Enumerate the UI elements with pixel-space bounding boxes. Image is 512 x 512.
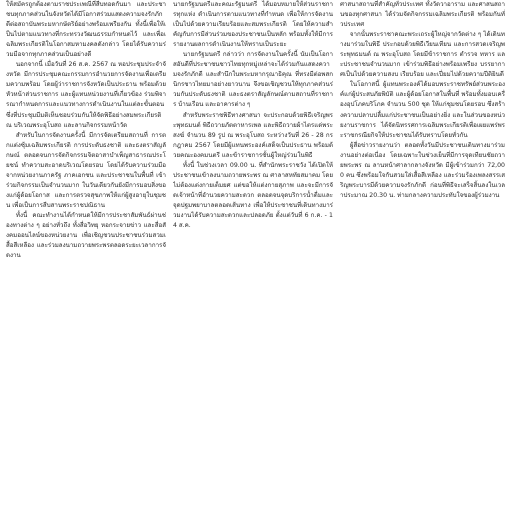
paragraph: นอกจากนี้ เมื่อวันที่ 26 ส.ค. 2567 ณ หอประชุมประจำจังหวัด มีการประชุมคณะกรรมการอำนวยการจัดงานเพื่อเตรียมความพร้อม โดยผู้ว่าราชการจังหวัดเป็นประธาน พร้อมด้วยหัวหน้าส่วนราชการ และผู้แทนหน่วยงานที่เกี่ยวข้อง ร่วมพิจารณากำหนดการและแนวทางการดำเนินงานในแต่ละขั้นตอน ซึ่งที่ประชุมมีมติเห็นชอบร่วมกันให้จัดพิธีอย่างสมพระเกียรติ ณ บริเวณพระอุโบสถ และลานกิจกรรมหน้าวัด <box>6 61 166 129</box>
text-column-2 <box>173 0 333 512</box>
paragraph: ศาสนาสถานที่สำคัญทั่วประเทศ ทั้งวัดวาอาราม และศาสนสถานของทุกศาสนา ได้ร่วมจัดกิจกรรมเฉลิมพระเกียรติ พร้อมกันทั่วประเทศ <box>340 1 505 29</box>
paragraph: สำหรับพระราชพิธีทางศาสนา จะประกอบด้วยพิธีเจริญพระพุทธมนต์ พิธีถวายภัตตาหารเพล และพิธีถวายผ้าไตรแด่พระสงฆ์ จำนวน 89 รูป ณ พระอุโบสถ ระหว่างวันที่ 26 - 28 กรกฎาคม 2567 โดยมีผู้แทนพระองค์เสด็จเป็นประธาน พร้อมด้วยคณะองคมนตรี และข้าราชการชั้นผู้ใหญ่ร่วมในพิธี <box>173 111 333 159</box>
paragraph: ในโอกาสนี้ ผู้แทนพระองค์ได้มอบพระราชทรัพย์ส่วนพระองค์แก่ผู้ประสบภัยพิบัติ และผู้ด้อยโอกาสในพื้นที่ พร้อมทั้งมอบเครื่องอุปโภคบริโภค จำนวน 500 ชุด ให้แก่ชุมชนโดยรอบ ซึ่งสร้างความปลาบปลื้มแก่ประชาชนเป็นอย่างยิ่ง และในส่วนของหน่วยงานราชการ ได้จัดนิทรรศการเฉลิมพระเกียรติเพื่อเผยแพร่พระราชกรณียกิจให้ประชาชนได้รับทราบโดยทั่วกัน <box>340 81 505 139</box>
paragraph: จากนั้นพระราชาคณะพระเถระผู้ใหญ่จากวัดต่าง ๆ ได้เดินทางมาร่วมในพิธี ประกอบด้วยพิธีเวียนเทียน และการสวดเจริญพระพุทธมนต์ ณ พระอุโบสถ โดยมีข้าราชการ ตำรวจ ทหาร และประชาชนจำนวนมาก เข้าร่วมพิธีอย่างพร้อมเพรียง บรรยากาศเป็นไปด้วยความสงบ เรียบร้อย และเปี่ยมไปด้วยความปีติยินดี <box>340 31 505 79</box>
paragraph: ทั้งนี้ คณะทำงานได้กำหนดให้มีการประชาสัมพันธ์ผ่านช่องทางต่าง ๆ อย่างทั่วถึง ทั้งสื่อวิทยุ หอกระจายข่าว และสื่อสังคมออนไลน์ของหน่วยงาน เพื่อเชิญชวนประชาชนร่วมสวมเสื้อสีเหลือง และร่วมลงนามถวายพระพรตลอดระยะเวลาการจัดงาน <box>6 211 166 260</box>
paragraph: นายกรัฐมนตรี กล่าวว่า การจัดงานในครั้งนี้ นับเป็นโอกาสอันดีที่ประชาชนชาวไทยทุกหมู่เหล่าจะได้ร่วมกันแสดงความจงรักภักดี และสำนึกในพระมหากรุณาธิคุณ ที่ทรงมีต่อพสกนิกรชาวไทยมาอย่างยาวนาน จึงขอเชิญชวนให้ทุกภาคส่วนร่วมกันประดับธงชาติ และธงตราสัญลักษณ์ตามสถานที่ราชการ บ้านเรือน และอาคารต่าง ๆ <box>173 51 333 109</box>
paragraph: นายกรัฐมนตรีและคณะรัฐมนตรี ได้มอบหมายให้ส่วนราชการทุกแห่ง ดำเนินการตามแนวทางที่กำหนด เพื่อให้การจัดงานเป็นไปด้วยความเรียบร้อยและสมพระเกียรติ โดยให้ความสำคัญกับการมีส่วนร่วมของประชาชนเป็นหลัก พร้อมทั้งให้มีการรายงานผลการดำเนินงานให้ทราบเป็นระยะ <box>173 1 333 49</box>
text-column-3 <box>340 0 505 512</box>
paragraph: ทั้งนี้ ในช่วงเวลา 09.00 น. ที่สำนักพระราชวัง ได้เปิดให้ประชาชนเข้าลงนามถวายพระพร ณ ศาลาสหทัยสมาคม โดยไม่ต้องแต่งกายเต็มยศ แต่ขอให้แต่งกายสุภาพ และจะมีการจัดเจ้าหน้าที่อำนวยความสะดวก ตลอดจนจุดบริการน้ำดื่มและจุดปฐมพยาบาลตลอดเส้นทาง เพื่อให้ประชาชนที่เดินทางมาร่วมงานได้รับความสะดวกและปลอดภัย ตั้งแต่วันที่ 6 ก.ค. - 14 ส.ค. <box>173 161 333 230</box>
paragraph: ผู้สื่อข่าวรายงานว่า ตลอดทั้งวันมีประชาชนเดินทางมาร่วมงานอย่างต่อเนื่อง โดยเฉพาะในช่วงเย็นที่มีการจุดเทียนชัยถวายพระพร ณ ลานหน้าศาลากลางจังหวัด มีผู้เข้าร่วมกว่า 72,000 คน ซึ่งพร้อมใจกันสวมใส่เสื้อสีเหลือง และร่วมร้องเพลงสรรเสริญพระบารมีด้วยความจงรักภักดี ก่อนที่พิธีจะเสร็จสิ้นลงในเวลาประมาณ 20.30 น. ท่ามกลางความประทับใจของผู้ร่วมงาน <box>340 141 505 199</box>
paragraph: ให้สมัครถูกต้องตามราชประเพณีที่สืบทอดกันมา และประชาชนทุกภาคส่วนในจังหวัดได้มีโอกาสร่วมแสดงความจงรักภักดีต่อสถาบันพระมหากษัตริย์อย่างพร้อมเพรียงกัน ทั้งนี้เพื่อให้เป็นไปตามแนวทางที่กระทรวงวัฒนธรรมกำหนดไว้ และเพื่อเฉลิมพระเกียรติในโอกาสมหามงคลดังกล่าว โดยได้รับความร่วมมือจากทุกภาคส่วนเป็นอย่างดี <box>6 1 166 59</box>
paragraph: สำหรับในการจัดงานครั้งนี้ มีการจัดเตรียมสถานที่ การตกแต่งซุ้มเฉลิมพระเกียรติ การประดับธงชาติ และธงตราสัญลักษณ์ ตลอดจนการจัดกิจกรรมจิตอาสาบำเพ็ญสาธารณประโยชน์ ทำความสะอาดบริเวณโดยรอบ โดยได้รับความร่วมมือจากหน่วยงานภาครัฐ ภาคเอกชน และประชาชนในพื้นที่ เข้าร่วมกิจกรรมเป็นจำนวนมาก ในวันเดียวกันยังมีการมอบสิ่งของแก่ผู้ด้อยโอกาส และการตรวจสุขภาพให้แก่ผู้สูงอายุในชุมชน เพื่อเป็นการสืบสานพระราชปณิธาน <box>6 131 166 209</box>
text-column-1 <box>6 0 166 512</box>
